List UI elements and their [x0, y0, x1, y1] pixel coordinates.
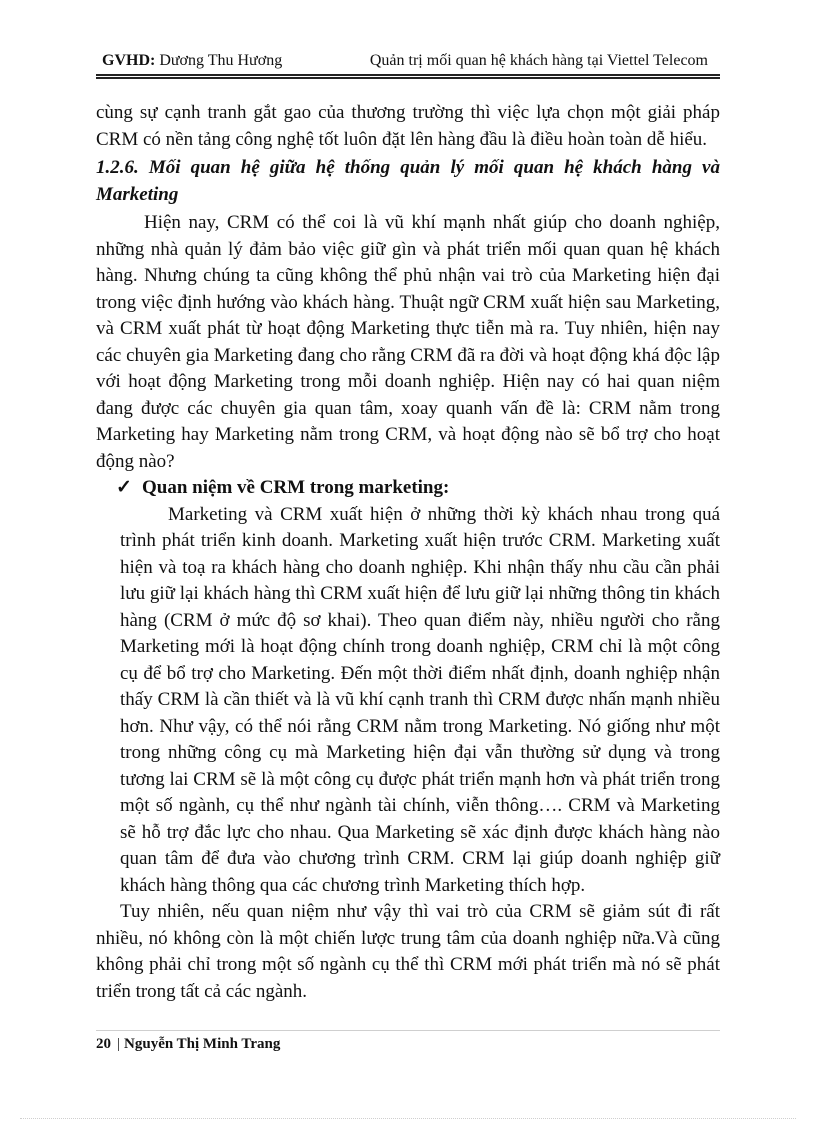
bullet-title: Quan niệm về CRM trong marketing:	[142, 477, 450, 498]
paragraph-1: Hiện nay, CRM có thể coi là vũ khí mạnh nhất giúp cho doanh nghiệp, những nhà quản lý đảm bảo việc giữ gìn và phát triển mối quan quan hệ khách hàng. Nhưng chúng ta cũng không thể phủ nhận vai trò của Marketing hiện đại trong việc định hướng vào khách hàng. Thuật ngữ CRM xuất hiện sau Marketing, và CRM xuất phát từ hoạt động Marketing thực tiễn mà ra. Tuy nhiên, hiện nay các chuyên gia Marketing đang cho rằng CRM đã ra đời và hoạt động khá độc lập với hoạt động Marketing trong mỗi doanh nghiệp. Hiện nay có hai quan niệm đang được các chuyên gia quan tâm, xoay quanh vấn đề là: CRM nằm trong Marketing hay Marketing nằm trong CRM, và hoạt động nào sẽ bổ trợ cho hoạt động nào?	[96, 212, 720, 472]
page-number: 20	[96, 1036, 111, 1052]
advisor-label: GVHD:	[102, 52, 156, 69]
author-name: Nguyễn Thị Minh Trang	[124, 1036, 281, 1052]
checkmark-icon: ✓	[116, 477, 132, 498]
page-bottom-border	[20, 1118, 796, 1119]
closing-paragraph: Tuy nhiên, nếu quan niệm như vậy thì vai trò của CRM sẽ giảm sút đi rất nhiều, nó không còn là một chiến lược trung tâm của doanh nghiệp nữa.Và cũng không phải chỉ trong một số ngành cụ thể thì CRM mới phát triển mà nó sẽ phát triển trong tất cả các ngành.	[96, 901, 720, 1002]
page-body	[96, 100, 720, 1005]
advisor-info	[102, 52, 282, 70]
intro-paragraph: cùng sự cạnh tranh gắt gao của thương trường thì việc lựa chọn một giải pháp CRM có nền tảng công nghệ tốt luôn đặt lên hàng đầu là điều hoàn toàn dễ hiểu.	[96, 102, 720, 150]
bullet-heading	[96, 475, 720, 502]
footer-separator: |	[117, 1036, 121, 1052]
footer-divider	[96, 1030, 720, 1031]
bullet-paragraph: Marketing và CRM xuất hiện ở những thời kỳ khách nhau trong quá trình phát triển kinh doanh. Marketing xuất hiện trước CRM. Marketing xuất hiện và toạ ra khách hàng cho doanh nghiệp. Khi nhận thấy nhu cầu cần phải lưu giữ lại khách hàng thì CRM xuất hiện để lưu giữ lại những thông tin khách hàng (CRM ở mức độ sơ khai). Theo quan điểm này, nhiều người cho rằng Marketing mới là hoạt động chính trong doanh nghiệp, CRM chỉ là một công cụ để bổ trợ cho Marketing. Đến một thời điểm nhất định, doanh nghiệp nhận thấy CRM là cần thiết và là vũ khí cạnh tranh thì CRM được nhấn mạnh nhiều hơn. Như vậy, có thể nói rằng CRM nằm trong Marketing. Nó giống như một trong những công cụ mà Marketing hiện đại vẫn thường sử dụng và trong tương lai CRM sẽ là một công cụ được phát triển mạnh hơn và phát triển trong một số ngành, cụ thể như ngành tài chính, viễn thông…. CRM và Marketing sẽ hỗ trợ đắc lực cho nhau. Qua Marketing sẽ xác định được khách hàng nào quan tâm để đưa vào chương trình CRM. CRM lại giúp doanh nghiệp giữ khách hàng thông qua các chương trình Marketing thích hợp.	[120, 503, 720, 896]
advisor-name: Dương Thu Hương	[159, 52, 283, 69]
document-title: Quản trị mối quan hệ khách hàng tại Viettel Telecom	[369, 52, 708, 69]
page-header	[96, 50, 720, 79]
section-heading: 1.2.6. Mối quan hệ giữa hệ thống quản lý mối quan hệ khách hàng và Marketing	[96, 157, 720, 205]
page-footer	[96, 1036, 280, 1053]
